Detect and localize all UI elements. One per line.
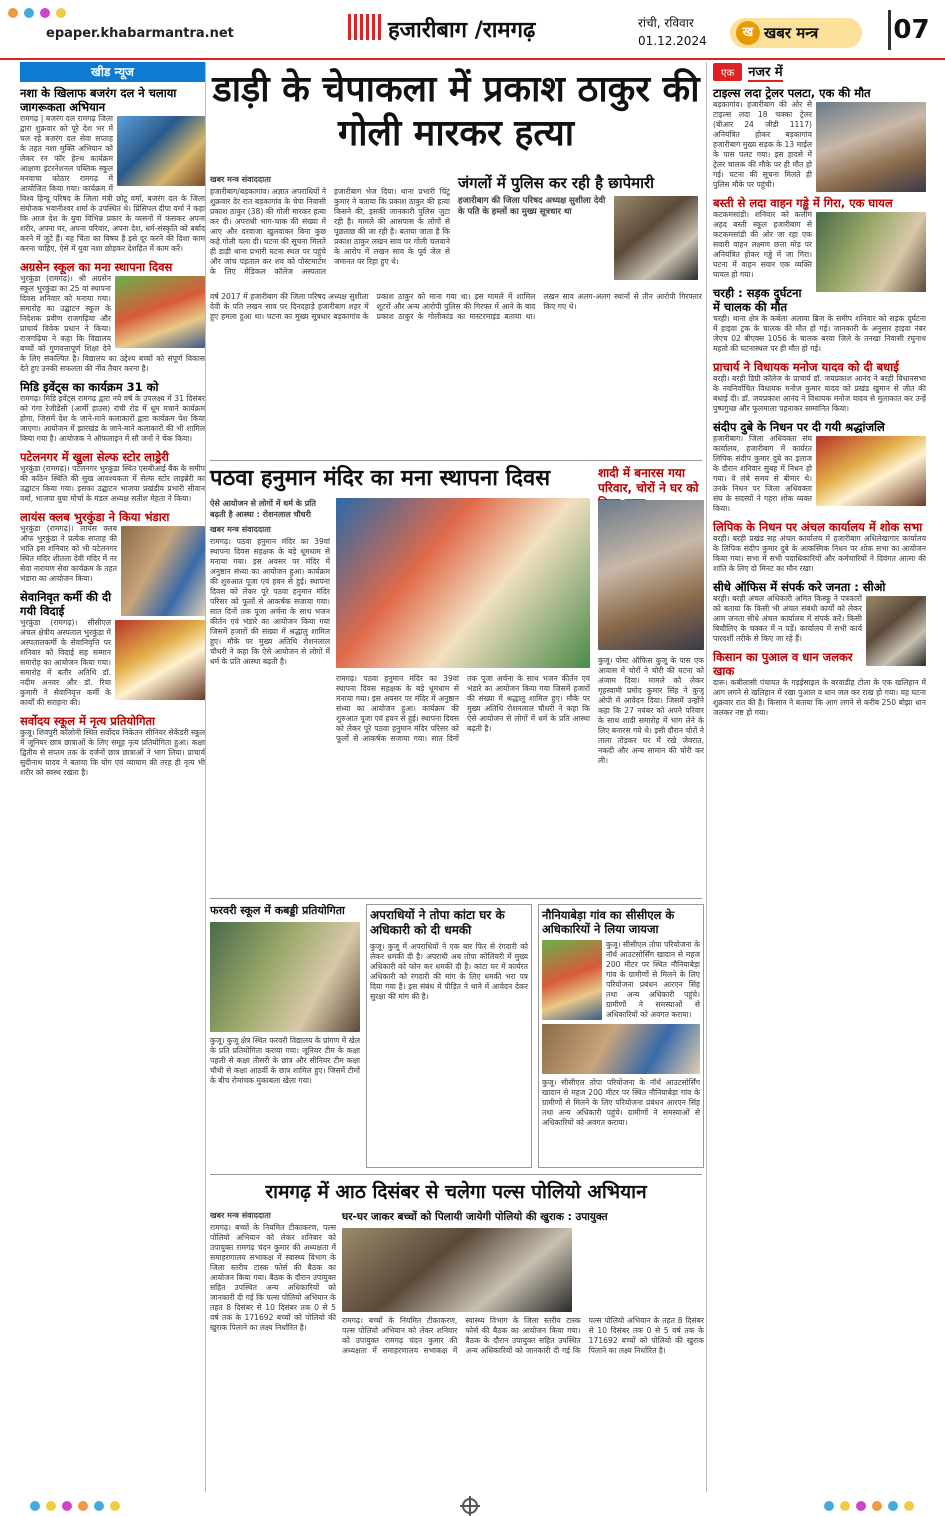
right-section-tag: [713, 62, 926, 82]
edition-ornament: [348, 14, 382, 40]
story-photo: [816, 436, 926, 506]
polio-headline: रामगढ़ में आठ दिसंबर से चलेगा पल्स पोलियो अभियान: [265, 1181, 647, 1203]
lead-text-2: वर्ष 2017 में हजारीबाग की जिला परिषद अध्यक्ष सुशीला देवी के पति लखन साव पर दिनदहाड़े हजारीबाग शहर में हुए हमला हुआ था। घटना का मुख्य सूत्रधार बड़कागांव के प्रकाश ठाकुर को माना गया था। इस मामले में शामिल शूटरों और अन्य आरोपी पुलिस की गिरफ्त में आने के बाद प्रकाश ठाकुर के गोलीकांड का मास्टरमाइंड बताया था। लखन साव अलग-अलग स्थानों से तीन आरोपी गिरफ्तार किए गए थे।: [210, 292, 702, 321]
story-body: भुरकुंडा (रामगढ़)। सीसीएल अंचल क्षेत्रीय अस्पताल भुरकुंडा में अस्पतालकर्मी के सेवानिवृत्ति पर शनिवार को विदाई सह सम्मान समारोह का आयोजन किया गया। समारोह में बतौर अतिथि डॉ. नदीम अनवर और डॉ. रिया कुमारी ने सेवानिवृत्त कर्मी के कार्यों की सराहना की।: [20, 618, 111, 707]
story-headline: लिपिक के निधन पर अंचल कार्यालय में शोक सभा: [713, 520, 923, 534]
dateline: [638, 14, 707, 50]
temple-kicker: ऐसे आयोजन से लोगों में धर्म के प्रति बढ़ती है आस्था : रोशनलाल चौधरी: [210, 499, 316, 519]
threat-story[interactable]: [366, 904, 532, 1168]
tag-badge: एक: [713, 63, 742, 81]
lead-text: हजारीबाग/बड़कागांव। अज्ञात अपराधियों ने शुक्रवार देर रात बड़कागांव के चेपा निवासी प्रकाश ठाकुर (38) की गोली मारकर हत्या कर दी। अपराधी भाग-चाक की संख्या में आए और दरवाजा खुलवाकर बिना कुछ कहे गोली चला दी। घटना की सूचना मिलते ही डाड़ी थाना प्रभारी घटना स्थल पर पहुंचे और जांच पड़ताल कर शव को पोस्टमार्टम के लिए मेडिकल कॉलेज अस्पताल हजारीबाग भेज दिया। थाना प्रभारी चिंटू कुमार ने बताया कि प्रकाश ठाकुर की हत्या किसने की, इसकी जानकारी पुलिस जुटा रही है। मामले की आसपास के लोगों से पूछताछ की जा रही है। बताया जाता है कि प्रकाश ठाकुर लखन साव पर गोली चलवाने के आरोप में लखन साव के पूर्व जेल से जमानत पर रिहा हुए थे।: [210, 187, 450, 276]
polio-meeting-photo: [342, 1228, 572, 1312]
logo-text: खबर मन्त्र: [764, 24, 819, 42]
story-headline: प्राचार्य ने विधायक मनोज यादव को दी बधाई: [713, 360, 899, 374]
story-photo: [866, 596, 926, 666]
story-photo: [115, 276, 205, 348]
lead-caption: हजारीबाग की जिला परिषद अध्यक्ष सुशीला देवी के पति के हम्लों का मुख्य सूत्रधार था: [458, 196, 606, 217]
story-body: बरही। बरही प्रखंड सह अंचल कार्यालय में हजारीबाग अधिलेखागार कार्यालय के लिपिक संदीप कुमार दुबे के आकस्मिक निधन पर शोक सभा का आयोजन किया गया। सभा में सभी पदाधिकारियों और कर्मचारियों ने दिवंगत आत्मा की शांति के लिए दो मिनट का मौन रखा।: [713, 534, 926, 573]
story-body: चरही। थाना क्षेत्र के कर्बला अलावा ब्रिज के समीप शनिवार को सड़क दुर्घटना में हाइवा ट्रक के चालक की मौत हो गई। जानकारी के अनुसार हाइवा नंबर जेएच 02 बीएक्स 1056 के चालक बरवा जिले के तनखा निवासी रघुनाथ महतो की घटनास्थल पर ही मौत हो गई।: [713, 314, 926, 353]
polio-body: रामगढ़। बच्चों के नियमित टीकाकरण, पल्स पोलियो अभियान को लेकर शनिवार को उपायुक्त रामगढ़ चंदन कुमार की अध्यक्षता में समाहरणालय सभाकक्ष में स्वास्थ्य विभाग के जिला स्तरीय टास्क फोर्स की बैठक का आयोजन किया गया। बैठक के दौरान उपायुक्त सहित उपस्थित अन्य अधिकारियों को जानकारी दी गई कि पल्स पोलियो अभियान के तहत 8 दिसंबर से 10 दिसंबर तक 0 से 5 वर्ष तक के 171692 बच्चों को पोलियो की खुराक पिलाने का लक्ष्य निर्धारित है।: [210, 1223, 336, 1332]
lead-headline[interactable]: डाड़ी के चेपाकला में प्रकाश ठाकुर की गोली मारकर हत्या: [212, 69, 700, 154]
right-column: [706, 62, 926, 1492]
story-headline: लायंस क्लब भुरकुंडा ने किया भंडारा: [20, 510, 170, 524]
story-headline: अग्रसेन स्कूल का मना स्थापना दिवस: [20, 260, 173, 274]
left-story-1[interactable]: [20, 86, 205, 254]
left-story-3[interactable]: [20, 380, 205, 444]
story-headline: मिडि इवेंट्स का कार्यक्रम 31 को: [20, 380, 159, 394]
lead-subheadline: जंगलों में पुलिस कर रही है छापेमारी: [458, 174, 655, 192]
main-column: [206, 62, 706, 1492]
theft-body: कुजू। पोस्ट ऑफिस कुजू के पास एक आवास में चोरों ने चोरी की घटना को अंजाम दिया। मामले को लेकर गृहस्वामी प्रमोद कुमार सिंह ने कुजू ओपी में आवेदन दिया। जिसमें उन्होंने कहा कि 27 नवंबर को अपने परिवार के साथ शादी समारोह में भाग लेने के लिए बनारस गये थे। इसी दौरान चोरों ने ताला तोड़कर घर में रखे जेवरात, नकदी और अन्य सामान की चोरी कर ली।: [598, 656, 704, 765]
site-url[interactable]: epaper.khabarmantra.net: [46, 26, 234, 41]
right-story-4[interactable]: [713, 360, 926, 414]
story-photo: [115, 620, 205, 700]
issue-date: 01.12.2024: [638, 34, 707, 48]
story-headline: नशा के खिलाफ बजरंग दल ने चलाया जागरूकता अभियान: [20, 86, 177, 114]
kabaddi-headline: फरवरी स्कूल में कबड्डी प्रतियोगिता: [210, 904, 345, 917]
polio-story[interactable]: [210, 1180, 702, 1204]
right-story-1[interactable]: [713, 86, 926, 190]
registration-mark-icon: [462, 1498, 478, 1514]
story-headline: चरही : सड़क दुर्घटना में चालक की मौत: [713, 286, 802, 314]
lead-subsection: [458, 174, 702, 280]
village-headline: नौनियाबेड़ा गांव का सीसीएल के अधिकारियों ने लिया जायजा: [542, 908, 675, 936]
threat-headline: अपराधियों ने तोपा कांटा घर के अधिकारी को दी धमकी: [370, 908, 505, 937]
story-body: हजारीबाग। जिला अधिवक्ता संघ कार्यालय, हजारीबाग में कार्यरत लिपिक संदीप कुमार दुबे का इलाज के दौरान शनिवार सुबह में निधन हो गया। वे लंबे समय से बीमार थे। उनके निधन पर जिला अधिवक्ता संघ के सदस्यों ने गहरा शोक व्यक्त किया।: [713, 434, 812, 513]
story-headline: किसान का पुआल व धान जलकर खाक: [713, 650, 853, 678]
village-story[interactable]: [538, 904, 704, 1168]
temple-story-text-2: [336, 674, 590, 890]
temple-body-2: रामगढ़। पठवा हनुमान मंदिर का 39वां स्थापना दिवस सहक्षक के बड़े धूमधाम से मनाया गया। इस अवसर पर मंदिर में अनुष्ठान संध्या का आयोजन हुआ। कार्यक्रम की शुरुआत पूजा एवं हवन से हुई। स्थापना दिवस को लेकर पूरे पठवा हनुमान मंदिर परिसर को फूलों से आकर्षक सजाया गया। सात दिनों तक पूजा अर्चना के साथ भजन कीर्तन एवं भंडारे का आयोजन किया गया जिसमें हजारों की संख्या में श्रद्धालु शामिल हुए। मौके पर मुख्य अतिथि रोशनलाल चौधरी ने कहा कि ऐसे आयोजन से लोगों में धर्म के प्रति आस्था बढ़ती है।: [336, 674, 590, 743]
story-body: दारू। कबीलासी पंचायत के गड़ईसाइल के बरवाडीह टोला के एक खलिहान में आग लगने से खलिहान में रखा पुआल व धान जल कर राख हो गया। यह घटना शुक्रवार रात की है। किसान ने बताया कि आग लगने से करीब 250 बोझा धान जलकर नष्ट हो गया।: [713, 678, 926, 717]
story-photo: [117, 116, 205, 186]
village-body: कुजू। सीसीएल तोपा परियोजना के नॉर्थ आउटसोर्सिंग खादान से महज 200 मीटर पर स्थित नौनियाबेड़ा गांव के ग्रामीणों से मिलने के लिए परियोजना प्रबंधन आरएन सिंह तथा अन्य अधिकारी पहुंचे। ग्रामीणों ने समस्याओं से अधिकारियों को अवगत कराया।: [606, 940, 700, 1019]
village-photo-2: [542, 1024, 700, 1074]
story-headline: संदीप दुबे के निधन पर दी गयी श्रद्धांजलि: [713, 420, 885, 434]
threat-body: कुजू। कुजू में अपराधियों ने एक बार फिर से रंगदारी को लेकर धमकी दी है। अपराधी अब तोपा कोलियरी में मुख्य अधिकारी को फोन कर धमकी दी है। कांटा घर में कार्यरत अधिकारी को रंगदारी की मांग के लिए धमकी भरा पत्र दिया गया है। इस संबंध में पीड़ित ने थाने में आवेदन देकर सुरक्षा की मांग की है।: [370, 942, 528, 1001]
page-footer: [0, 1496, 945, 1517]
story-body: रामगढ़। मिडि इवेंट्स रामगढ़ द्वारा नये वर्ष के उपलक्ष्य में 31 दिसंबर को गंगा रेजीडेंसी (आर्मी हाउस) रांची रोड में धूम मचाने कार्यक्रम होगा, जिसमें देश के जाने-माने कलाकारों द्वारा कार्यक्रम पेश किया जाएगा। आयोजन में झारखंड के जाने-माने कलाकारों की भी शामिल किया गया है। आयोजक ने ऑफलाइन में सौ जनों ने चेक किया।: [20, 394, 205, 443]
logo-icon: ख: [736, 21, 760, 45]
story-body: कटकमसांडी। शनिवार को कलीम अहद बस्ती स्कूल हजारीबाग से कटकमसांडी की ओर जा रहा एक सवारी वाहन लक्ष्मण छत्ता मोड़ पर अनियंत्रित होकर गड्ढे में जा गिरा। घटना में वाहन सवार एक व्यक्ति घायल हो गया।: [713, 210, 812, 279]
theft-headline: शादी में बनारस गया परिवार, चोरों ने घर को: [598, 466, 699, 495]
temple-story[interactable]: [210, 466, 590, 492]
story-headline: सर्वोदय स्कूल में नृत्य प्रतियोगिता: [20, 714, 156, 728]
polio-text-1: [210, 1210, 336, 1486]
story-body: बरही। बरही डिग्री कॉलेज के प्राचार्य डॉ. जयप्रकाश आनंद ने बरही विधानसभा के नवनिर्वाचित विधायक मनोज कुमार यादव को प्रखंड खुमान से जीत की बधाई दी। डॉ. जयप्रकाश आनंद ने विधायक मनोज यादव से मुलाकात कर उन्हें पुष्पगुच्छ और फूलमाला पहनाकर सम्मानित किया।: [713, 374, 926, 413]
right-story-2[interactable]: [713, 196, 926, 280]
story-photo: [121, 526, 205, 616]
kabaddi-body: कुजू। कुजू क्षेत्र स्थित फरवरी विद्यालय के प्रांगण में खेल के प्रति प्रतियोगिता कराया गया। जूनियर टीम के कक्षा पहली से कक्षा तीसरी के छात्र और सीनियर टीम कक्षा चौथी से कक्षा आठवीं के छात्र शामिल हुए। जिसमें टीमों के बीच रोमांचक मुकाबला खेला गया।: [210, 1036, 360, 1085]
story-headline: टाइल्स लदा ट्रेलर पलटा, एक की मौत: [713, 86, 871, 100]
story-body: रामगढ़ | बजरंग दल रामगढ़ जिला द्वारा शुक्रवार को पूरे देश भर में चल रहे बजरंग दल सेवा सप्ताह के तहत नशा मुक्ति अभियान को लेकर रन फॉर हेल्थ कार्यक्रम आक्षणा इंटरनेशनल पब्लिक स्कूल मनवाचा कोठार रामगढ़ में आयोजित किया गया। कार्यक्रम में विश्व हिन्दू परिषद के जिला मंत्री छोटू वर्मा, बजरंग दल के जिला संयोजक भवानीश्वर शर्मा के उपस्थित थे। प्रिंसिपल दीपा वर्मा ने कहा कि आज देश के युवा विभिन्न प्रकार के व्यसनों में फंसकर अपना शरीर, अपना घर, अपना परिवार, अपना देश, धर्म-संस्कृति को बर्बाद करने में जुटे हैं। यह चिंता का विषय है इसे दूर करने की दिशा काम करना चाहिए, ऐसे में युवा नशा छोड़कर देशहित में काम करें।: [20, 114, 205, 253]
story-body: बरही। बरही अंचल अधिकारी अमित किस्कू ने पत्रकारों को बताया कि किसी भी अंचल संबंधी कार्यों को लेकर आम जनता सीधे अंचल कार्यालय में संपर्क करें। किसी बिचौलिए के चक्कर में न पड़ें। कार्यालय में सभी कार्य पारदर्शी तरीके से किए जा रहे हैं।: [713, 594, 862, 643]
masthead: [0, 0, 945, 60]
story-body: कुजू। शिवपुरी कॉलोनी स्थित सर्वोदय निकेतन सीनियर सेकेंडरी स्कूल में जूनियर छात्र छात्राओं के लिए समूह नृत्य प्रतियोगिता हुआ। कक्षा द्वितीय से सप्तम तक के दर्जनों छात्र छात्राओं ने भाग लिया। प्राचार्य सुदीनाथ यादव ने बताया कि योग एवं व्यायाम की तरह ही नृत्य भी शरीर को स्वस्थ रखता है।: [20, 728, 205, 777]
footer-dots-left: [30, 1501, 120, 1511]
temple-byline: खबर मन्त्र संवाददाता: [210, 525, 271, 534]
kabaddi-photo: [210, 922, 360, 1032]
polio-subheadline: घर-घर जाकर बच्चों को पिलायी जायेगी पोलियो की खुराक : उपायुक्त: [342, 1211, 608, 1223]
story-photo: [816, 212, 926, 292]
story-headline: सीधे ऑफिस में संपर्क करे जनता : सीओ: [713, 580, 886, 594]
story-body: बड़कागांव। हजारीबाग की ओर से टाइल्स लदा 18 चक्का ट्रेलर (बीआर 24 जीडी 1117) अनियंत्रित होकर बड़कागांव हजारीबाग मुख्य सड़क के 13 माईल के पास पलट गया। इस हादसे में ट्रेलर चालक की मौके पर ही मौत हो गई। घटना की सूचना मिलते ही पुलिस मौके पर पहुंची।: [713, 100, 812, 189]
temple-photo: [336, 498, 590, 668]
lead-kicker: खबर मन्त्र संवाददाता: [210, 175, 271, 184]
story-headline: बस्ती से लदा वाहन गड्ढे में गिरा, एक घायल: [713, 196, 893, 210]
temple-body: रामगढ़। पठवा हनुमान मंदिर का 39वां स्थापना दिवस सहक्षक के बड़े धूमधाम से मनाया गया। इस अवसर पर मंदिर में अनुष्ठान संध्या का आयोजन हुआ। कार्यक्रम की शुरुआत पूजा एवं हवन से हुई। स्थापना दिवस को लेकर पूरे पठवा हनुमान मंदिर परिसर को फूलों से आकर्षक सजाया गया। सात दिनों तक पूजा अर्चना के साथ भजन कीर्तन एवं भंडारे का आयोजन किया गया जिसमें हजारों की संख्या में श्रद्धालु शामिल हुए। मौके पर मुख्य अतिथि रोशनलाल चौधरी ने कहा कि ऐसे आयोजन से लोगों में धर्म के प्रति आस्था बढ़ती है।: [210, 537, 330, 666]
village-body-2: कुजू। सीसीएल तोपा परियोजना के नॉर्थ आउटसोर्सिंग खादान से महज 200 मीटर पर स्थित नौनियाबेड़ा गांव के ग्रामीणों से मिलने के लिए परियोजना प्रबंधन आरएन सिंह तथा अन्य अधिकारी पहुंचे। ग्रामीणों ने समस्याओं से अधिकारियों को अवगत कराया।: [542, 1078, 700, 1127]
divider: [210, 1174, 702, 1175]
left-story-4[interactable]: [20, 450, 205, 504]
accused-photo: [614, 196, 698, 280]
divider: [210, 898, 702, 899]
story-headline: सेवानिवृत कर्मी की दी गयी विदाई: [20, 590, 112, 618]
left-story-5[interactable]: [20, 510, 205, 584]
color-dots-left: [8, 8, 66, 18]
right-story-5[interactable]: [713, 420, 926, 514]
divider: [210, 460, 702, 461]
footer-dots-right: [824, 1501, 914, 1511]
story-headline: पटेलनगर में खुला सेल्फ स्टोर लाड्रेरी: [20, 450, 169, 464]
lead-story-body: [210, 174, 450, 286]
village-photo: [542, 940, 602, 1020]
temple-story-text: [210, 498, 330, 890]
story-body: भुरकुंडा (रामगढ़)। पटेलनगर भुरकुंडा स्थित एसबीआई बैंक के समीप की कठिन स्थिति की सुख आवश्यकता में सेल्फ स्टोर लाइब्रेरी का उद्घाटन किया गया। इसका उद्घाटन भाजपा प्रखंडीय प्रभारी सीवान वर्मा, भाजपा युवा मोर्चा के मंडल अध्यक्ष सतीश मेहता ने किया।: [20, 464, 205, 503]
right-story-3[interactable]: [713, 286, 926, 354]
tag-label: नजर में: [748, 62, 782, 82]
polio-byline: खबर मन्त्र संवाददाता: [210, 1211, 271, 1220]
left-story-7[interactable]: [20, 714, 205, 778]
brand-logo: [730, 18, 862, 48]
theft-story-text: [598, 656, 704, 890]
polio-subsection: [342, 1210, 704, 1476]
story-photo: [816, 102, 926, 192]
left-story-2[interactable]: [20, 260, 205, 374]
story-body: भुरकुंडा (रामगढ़)। श्री अग्रसेन स्कूल भुरकुंडा का 25 वां स्थापना दिवस शनिवार को मनाया गया। समारोह का उद्घाटन स्कूल के निदेशक प्रवीण राजगढ़िया और प्राचार्य विवेक प्रधान ने किया। राजगढ़िया ने कहा कि विद्यालय बच्चों को गुणवत्तापूर्ण शिक्षा देने के लिए संकल्पित है। विद्यालय का उद्देश्य बच्चों को संपूर्ण विकास देते हुए उनकी सफलता की नींव तैयार करना है।: [20, 274, 205, 373]
polio-body-2: रामगढ़। बच्चों के नियमित टीकाकरण, पल्स पोलियो अभियान को लेकर शनिवार को उपायुक्त रामगढ़ चंदन कुमार की अध्यक्षता में समाहरणालय सभाकक्ष में स्वास्थ्य विभाग के जिला स्तरीय टास्क फोर्स की बैठक का आयोजन किया गया। बैठक के दौरान उपायुक्त सहित उपस्थित अन्य अधिकारियों को जानकारी दी गई कि पल्स पोलियो अभियान के तहत 8 दिसंबर से 10 दिसंबर तक 0 से 5 वर्ष तक के 171692 बच्चों को पोलियो की खुराक पिलाने का लक्ष्य निर्धारित है।: [342, 1316, 704, 1355]
left-column: [20, 62, 206, 1492]
kabaddi-story[interactable]: [210, 904, 360, 1166]
temple-headline: पठवा हनुमान मंदिर का मना स्थापना दिवस: [210, 466, 551, 491]
story-body: भुरकुंडा (रामगढ़)। लायंस क्लब ऑफ भुरकुंडा ने प्रत्येक सप्ताह की भांति इस शनिवार को भी पटेलनगर स्थित मंदिर शीतला देवी मंदिर में नर सेवा नारायण सेवा कार्यक्रम के तहत भंडारा का आयोजन किया।: [20, 524, 117, 583]
lead-continuation: [210, 292, 702, 452]
theft-photo: [598, 500, 704, 650]
edition-title: हजारीबाग /रामगढ़: [388, 18, 536, 43]
page-number: 07: [888, 10, 932, 50]
left-section-tag: खीड न्यूज: [20, 62, 205, 82]
right-story-6[interactable]: [713, 520, 926, 574]
right-story-7[interactable]: [713, 580, 926, 644]
place-day: रांची, रविवार: [638, 16, 694, 30]
